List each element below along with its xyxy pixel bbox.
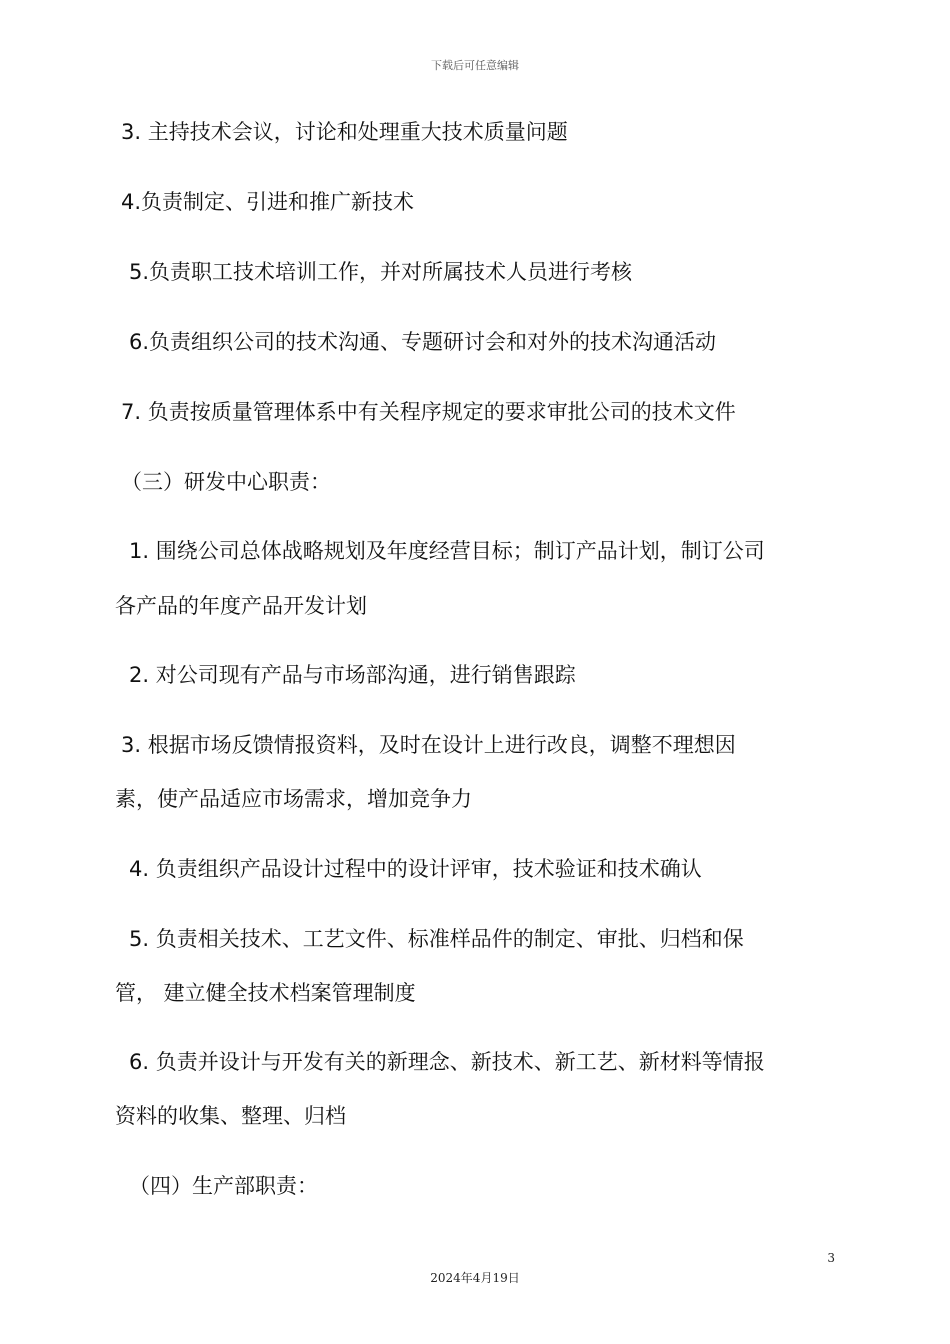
page-header: 下载后可任意编辑 bbox=[431, 59, 519, 72]
body-line: 各产品的年度产品开发计划 bbox=[115, 594, 367, 618]
body-line: 2. 对公司现有产品与市场部沟通，进行销售跟踪 bbox=[129, 663, 576, 687]
footer-date: 2024年4月19日 bbox=[430, 1271, 520, 1285]
body-line: 6. 负责并设计与开发有关的新理念、新技术、新工艺、新材料等情报 bbox=[129, 1050, 765, 1074]
section-heading: （三）研发中心职责： bbox=[121, 470, 331, 494]
body-line: 5.负责职工技术培训工作，并对所属技术人员进行考核 bbox=[129, 260, 633, 284]
body-line: 素，使产品适应市场需求，增加竞争力 bbox=[115, 787, 472, 811]
body-line: 3. 根据市场反馈情报资料，及时在设计上进行改良，调整不理想因 bbox=[121, 733, 736, 757]
body-line: 6.负责组织公司的技术沟通、专题研讨会和对外的技术沟通活动 bbox=[129, 330, 717, 354]
body-line: 7. 负责按质量管理体系中有关程序规定的要求审批公司的技术文件 bbox=[121, 400, 736, 424]
body-line: 4. 负责组织产品设计过程中的设计评审，技术验证和技术确认 bbox=[129, 857, 702, 881]
body-line: 4.负责制定、引进和推广新技术 bbox=[121, 190, 415, 214]
body-line: 3. 主持技术会议，讨论和处理重大技术质量问题 bbox=[121, 120, 568, 144]
body-line: 5. 负责相关技术、工艺文件、标准样品件的制定、审批、归档和保 bbox=[129, 927, 744, 951]
page-number: 3 bbox=[827, 1251, 835, 1265]
body-line: 管， 建立健全技术档案管理制度 bbox=[115, 981, 416, 1005]
section-heading: （四）生产部职责： bbox=[129, 1174, 318, 1198]
body-line: 1. 围绕公司总体战略规划及年度经营目标；制订产品计划，制订公司 bbox=[129, 539, 765, 563]
body-line: 资料的收集、整理、归档 bbox=[115, 1104, 346, 1128]
